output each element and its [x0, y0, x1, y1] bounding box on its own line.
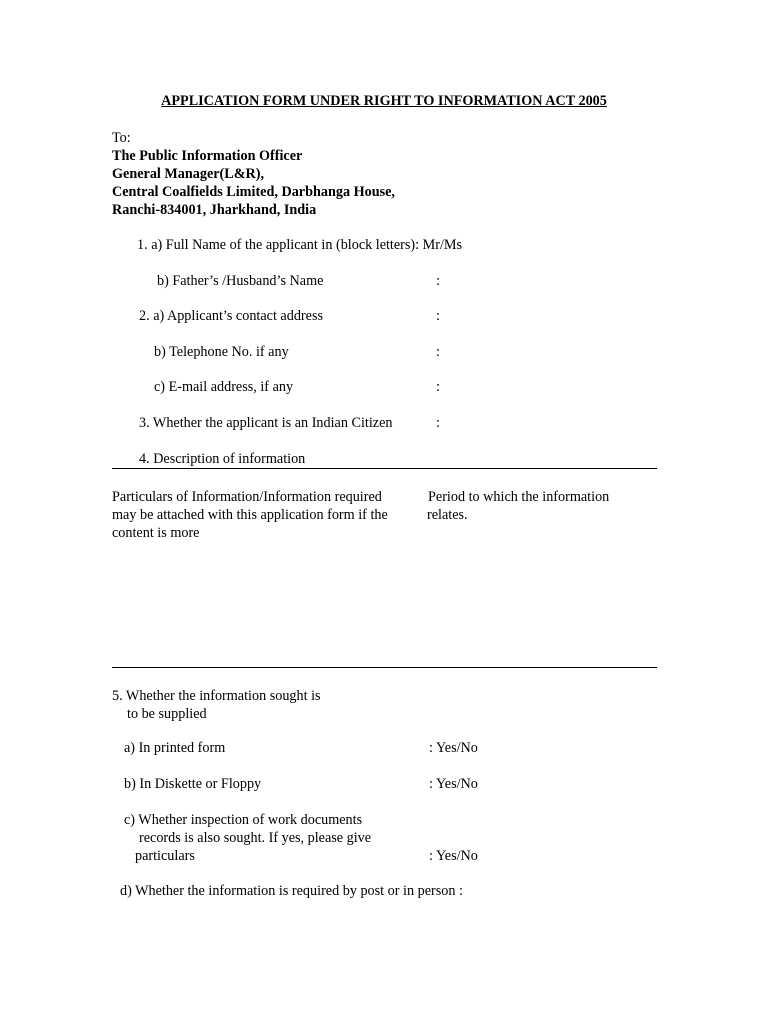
addressee-line: Ranchi-834001, Jharkhand, India [112, 202, 317, 218]
question-post-or-person: d) Whether the information is required by post or in person : [120, 883, 463, 899]
question-full-name: 1. a) Full Name of the applicant in (block letters): Mr/Ms [137, 237, 463, 253]
form-title: APPLICATION FORM UNDER RIGHT TO INFORMATION ACT 2005 [161, 93, 607, 109]
question-supply: 5. Whether the information sought is [112, 688, 321, 704]
table-left-text: Particulars of Information/Information required [112, 489, 382, 505]
question-email: c) E-mail address, if any [154, 379, 294, 395]
to-label: To: [112, 130, 131, 146]
table-left-text: content is more [112, 525, 200, 541]
table-right-text: Period to which the information [428, 489, 610, 505]
option-inspection: particulars [135, 848, 195, 864]
field-colon: : [436, 273, 440, 289]
option-inspection: records is also sought. If yes, please give [139, 830, 372, 846]
field-colon: : [436, 308, 440, 324]
yes-no-choice: : Yes/No [429, 776, 478, 792]
addressee-line: Central Coalfields Limited, Darbhanga House, [112, 184, 395, 200]
option-diskette: b) In Diskette or Floppy [124, 776, 262, 792]
option-inspection: c) Whether inspection of work documents [124, 812, 363, 828]
table-bottom-rule [112, 667, 657, 668]
option-printed-form: a) In printed form [124, 740, 226, 756]
question-telephone: b) Telephone No. if any [154, 344, 289, 360]
addressee-line: General Manager(L&R), [112, 166, 265, 182]
addressee-line: The Public Information Officer [112, 148, 303, 164]
table-right-text: relates. [427, 507, 468, 523]
field-colon: : [436, 379, 440, 395]
table-top-rule [112, 468, 657, 469]
question-supply: to be supplied [127, 706, 207, 722]
question-contact-address: 2. a) Applicant’s contact address [139, 308, 323, 324]
question-father-husband-name: b) Father’s /Husband’s Name [157, 273, 324, 289]
table-left-text: may be attached with this application form if the [112, 507, 388, 523]
question-description: 4. Description of information [139, 451, 306, 467]
question-indian-citizen: 3. Whether the applicant is an Indian Citizen [139, 415, 393, 431]
yes-no-choice: : Yes/No [429, 740, 478, 756]
field-colon: : [436, 415, 440, 431]
yes-no-choice: : Yes/No [429, 848, 478, 864]
field-colon: : [436, 344, 440, 360]
